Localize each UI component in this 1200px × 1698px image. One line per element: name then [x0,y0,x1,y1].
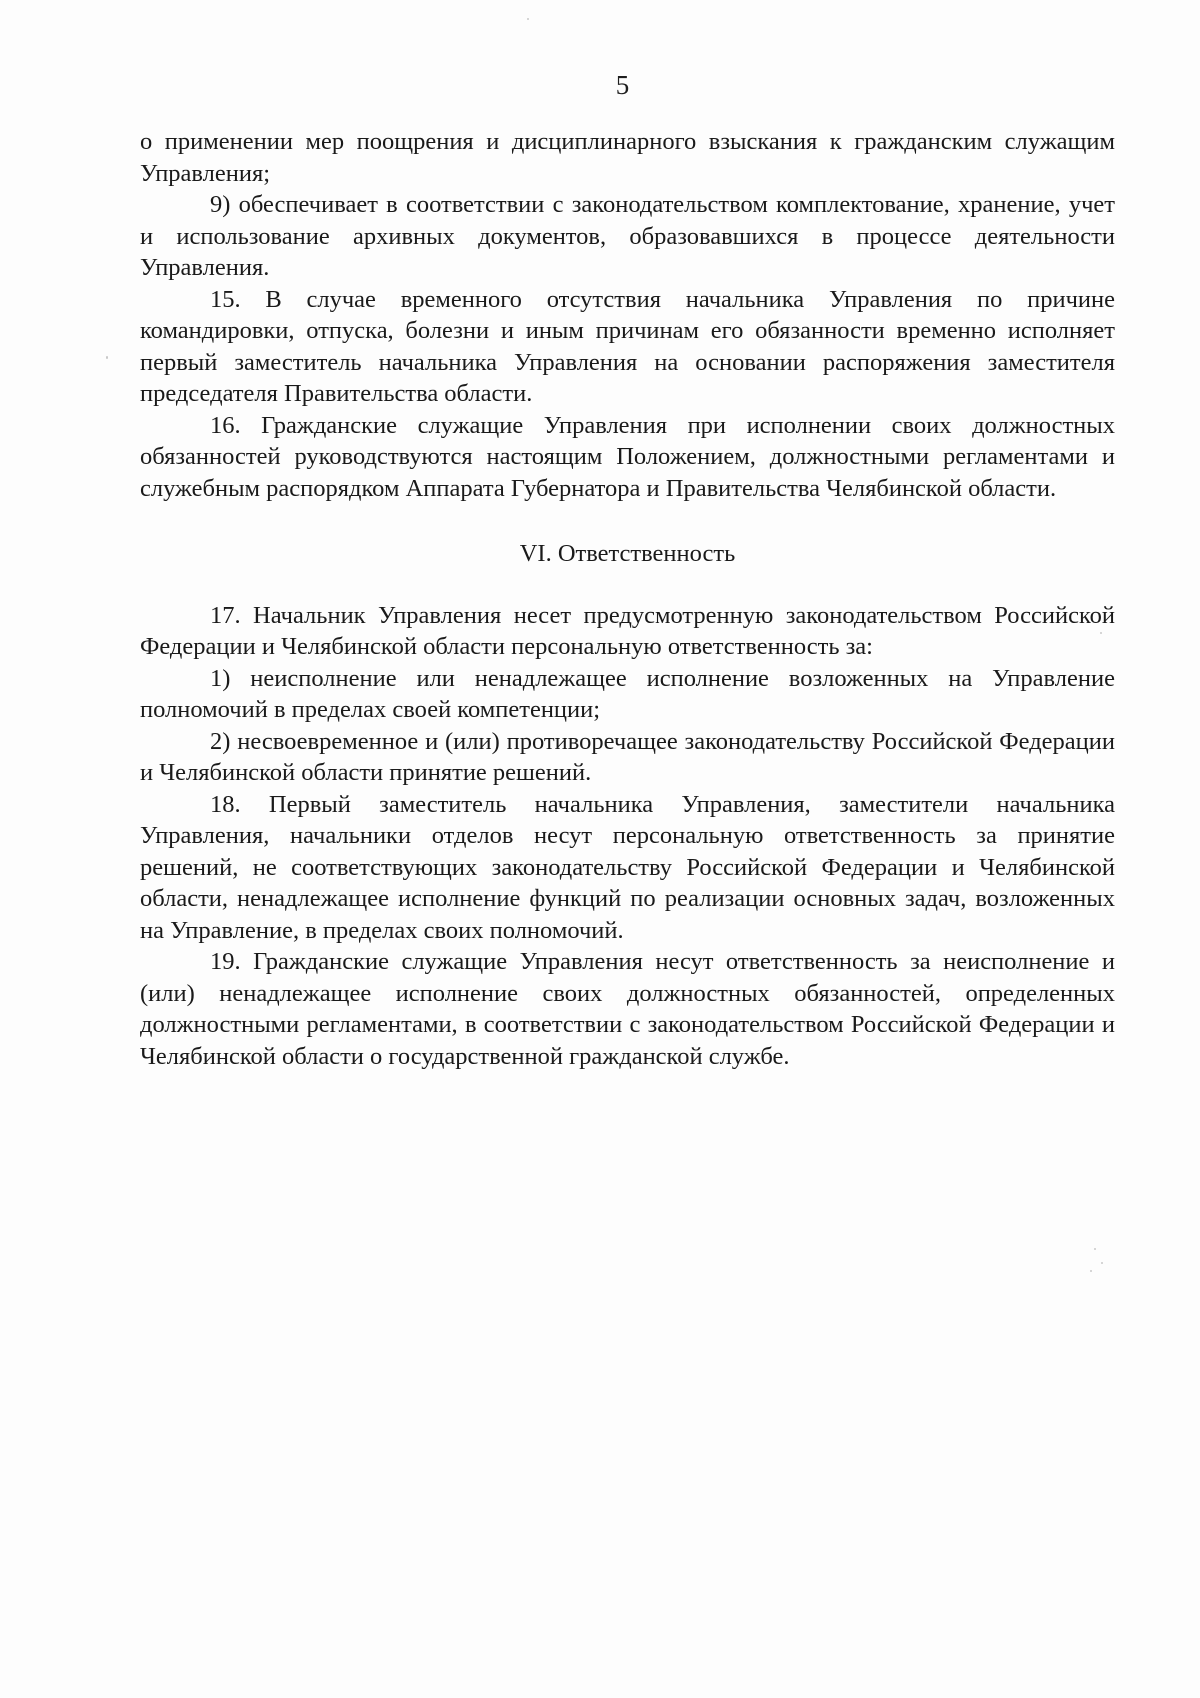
paragraph-18: 18. Первый заместитель начальника Управления, заместители начальника Управления, начальники отделов несут персональную ответственность за принятие решений, не соответствующих законодательству Российской Федерации и Челябинской области, ненадлежащее исполнение функций по реализации основных задач, возложенных на Управление, в пределах своих полномочий. [140,790,1115,944]
paragraph-item-9: 9) обеспечивает в соответствии с законодательством комплектование, хранение, учет и использование архивных документов, образовавшихся в процессе деятельности Управления. [140,191,1115,281]
page-number: 5 [615,70,630,100]
paragraph-17-item-1: 1) неисполнение или ненадлежащее исполнение возложенных на Управление полномочий в пределах своей компетенции; [140,664,1115,723]
paragraph-15: 15. В случае временного отсутствия начальника Управления по причине командировки, отпуска, болезни и иным причинам его обязанности временно исполняет первый заместитель начальника Управления на основании распоряжения заместителя председателя Правительства области. [140,285,1115,407]
scan-speck [527,18,529,20]
paragraph-continuation: о применении мер поощрения и дисциплинарного взыскания к гражданским служащим Управления; [140,128,1115,187]
section-heading: VI. Ответственность [519,540,736,567]
paragraph-17: 17. Начальник Управления несет предусмотренную законодательством Российской Федерации и Челябинской области персональную ответственность за: [140,601,1115,660]
scan-speck [106,356,108,359]
scan-speck [1100,632,1102,634]
paragraph-17-item-2: 2) несвоевременное и (или) противоречащее законодательству Российской Федерации и Челябинской области принятие решений. [140,727,1115,786]
paragraph-19: 19. Гражданские служащие Управления несут ответственность за неисполнение и (или) ненадлежащее исполнение своих должностных обязанностей, определенных должностными регламентами, в соответствии с законодательством Российской Федерации и Челябинской области о государственной гражданской службе. [140,948,1115,1070]
scan-speck [1090,1270,1092,1272]
scan-speck [1101,1262,1103,1264]
paragraph-16: 16. Гражданские служащие Управления при исполнении своих должностных обязанностей руководствуются настоящим Положением, должностными регламентами и служебным распорядком Аппарата Губернатора и Правительства Челябинской области. [140,411,1115,502]
scan-speck [1094,1248,1096,1250]
document-body [140,126,1115,1072]
